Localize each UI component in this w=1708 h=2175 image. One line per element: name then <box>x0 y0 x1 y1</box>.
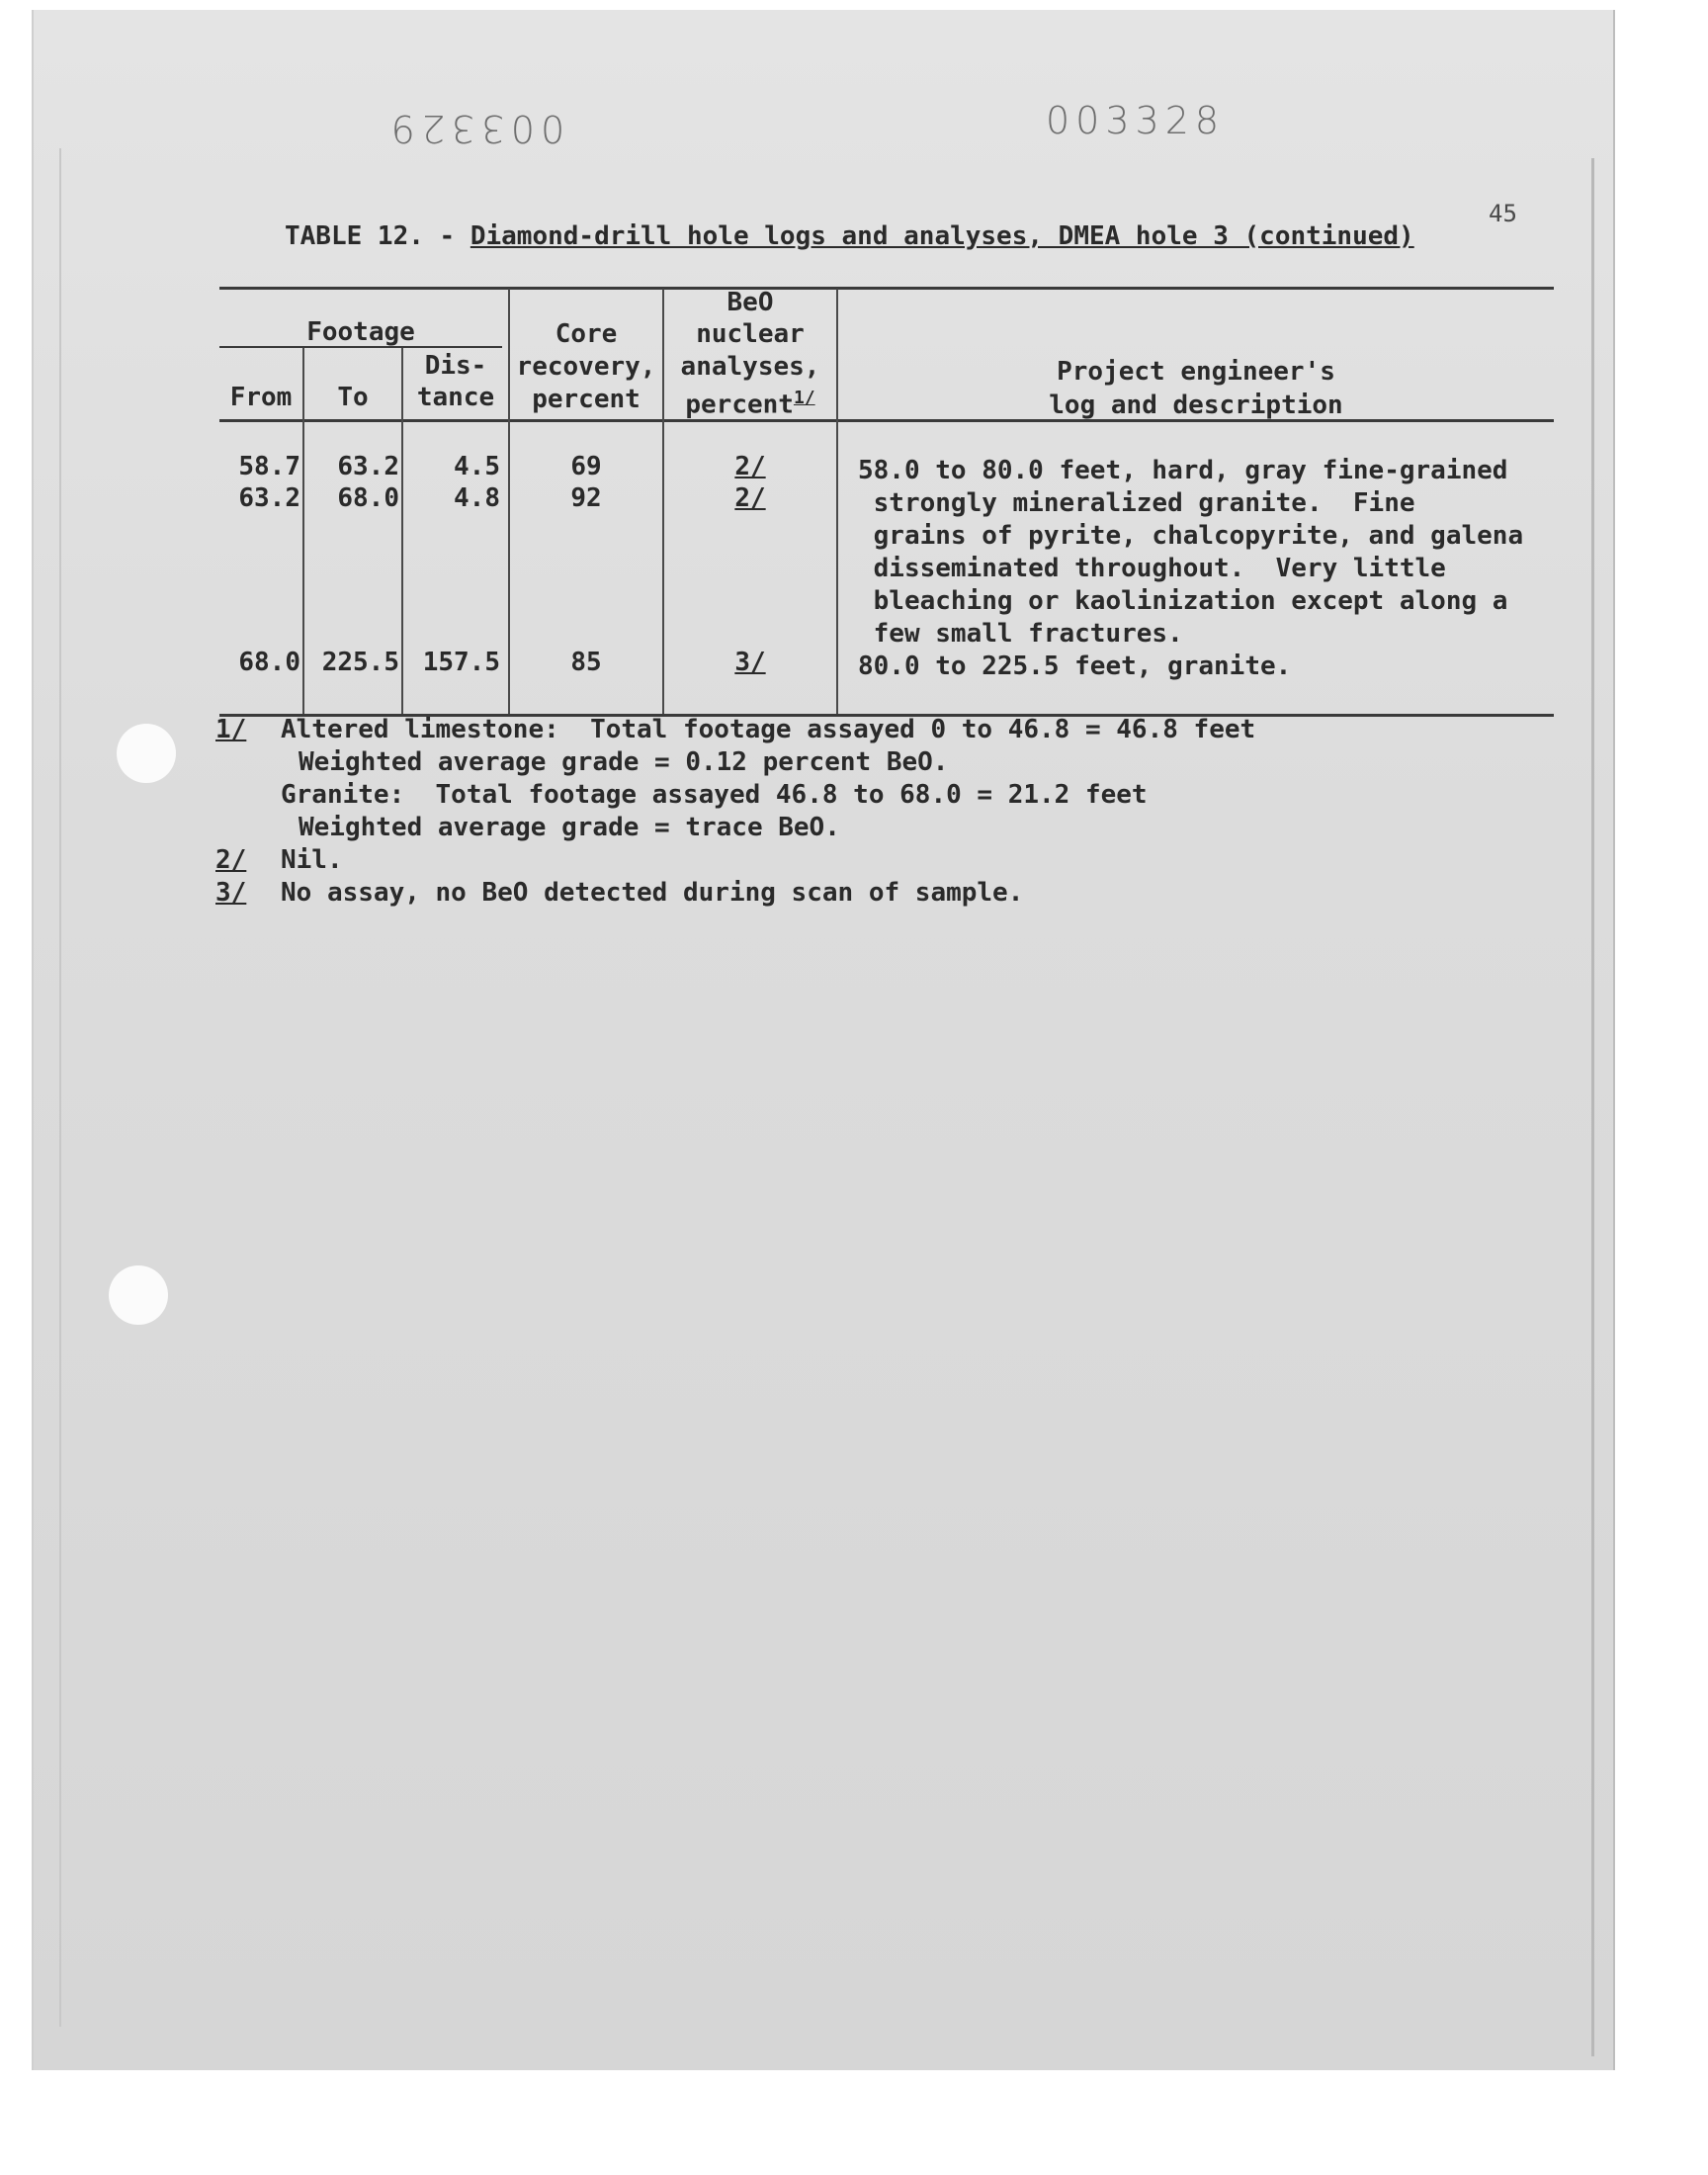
punch-hole <box>117 724 176 783</box>
header-distance-line1: Dis- <box>424 351 487 381</box>
description-line: grains of pyrite, chalcopyrite, and galena <box>858 521 1524 551</box>
footnote-1-line2: Weighted average grade = 0.12 percent BeO. <box>299 747 949 777</box>
footnote-1-line1: Altered limestone: Total footage assayed 0 to 46.8 = 46.8 feet <box>281 715 1256 744</box>
header-beo-footnote-ref: 1/ <box>793 388 815 408</box>
header-footage: Footage <box>306 317 415 347</box>
header-desc-line2: log and description <box>1049 391 1343 420</box>
cell-to: 63.2 <box>337 452 399 481</box>
cell-from: 63.2 <box>238 483 300 513</box>
header-core-line3: percent <box>532 385 640 414</box>
table-title-text: Diamond-drill hole logs and analyses, DMEA hole 3 (continued) <box>470 221 1414 251</box>
table-top-rule <box>219 287 1554 290</box>
footnote-3-text: No assay, no BeO detected during scan of sample. <box>281 878 1024 908</box>
footnote-2-marker: 2/ <box>215 845 247 875</box>
cell-beo: 2/ <box>734 483 766 513</box>
header-distance-line2: tance <box>416 383 495 412</box>
table-title <box>285 221 1414 251</box>
footnote-1-marker: 1/ <box>215 715 247 744</box>
cell-distance: 157.5 <box>422 648 500 677</box>
cell-beo: 2/ <box>734 452 766 481</box>
cell-from: 68.0 <box>238 648 300 677</box>
header-beo-line2: nuclear <box>696 319 805 349</box>
page-edge-left <box>59 148 61 2027</box>
footnote-1-line3: Granite: Total footage assayed 46.8 to 68.0 = 21.2 feet <box>281 780 1148 810</box>
header-to: To <box>337 383 369 412</box>
description-line: 80.0 to 225.5 feet, granite. <box>858 652 1292 681</box>
header-core-line1: Core <box>555 319 618 349</box>
cell-from: 58.7 <box>238 452 300 481</box>
table-title-prefix: TABLE 12. - <box>285 221 470 251</box>
footnote-3-marker: 3/ <box>215 878 247 908</box>
cell-core-recovery: 92 <box>570 483 602 513</box>
cell-core-recovery: 85 <box>570 648 602 677</box>
cell-to: 68.0 <box>337 483 399 513</box>
cell-core-recovery: 69 <box>570 452 602 481</box>
cell-distance: 4.8 <box>454 483 500 513</box>
description-line: few small fractures. <box>858 619 1183 649</box>
description-line: strongly mineralized granite. Fine <box>858 488 1415 518</box>
header-from: From <box>229 383 293 412</box>
page-edge-right <box>1591 158 1594 2056</box>
cell-beo: 3/ <box>734 648 766 677</box>
footnote-2-text: Nil. <box>281 845 343 875</box>
stamp-number-inverted: 003329 <box>385 107 565 150</box>
header-beo-line4 <box>664 382 836 422</box>
description-line: bleaching or kaolinization except along a <box>858 586 1508 616</box>
header-desc-line1: Project engineer's <box>1057 357 1335 387</box>
description-line: 58.0 to 80.0 feet, hard, gray fine-grained <box>858 456 1508 485</box>
header-beo-line1: BeO <box>726 288 774 317</box>
header-beo-percent: percent <box>685 390 794 420</box>
header-core-line2: recovery, <box>516 352 656 382</box>
column-divider <box>836 289 838 714</box>
header-beo-line3: analyses, <box>680 352 820 382</box>
stamp-number: 003328 <box>1046 99 1226 142</box>
cell-to: 225.5 <box>321 648 399 677</box>
description-line: disseminated throughout. Very little <box>858 554 1446 583</box>
cell-distance: 4.5 <box>454 452 500 481</box>
punch-hole <box>109 1265 168 1325</box>
footnote-1-line4: Weighted average grade = trace BeO. <box>299 813 840 842</box>
page-number: 45 <box>1489 200 1517 227</box>
